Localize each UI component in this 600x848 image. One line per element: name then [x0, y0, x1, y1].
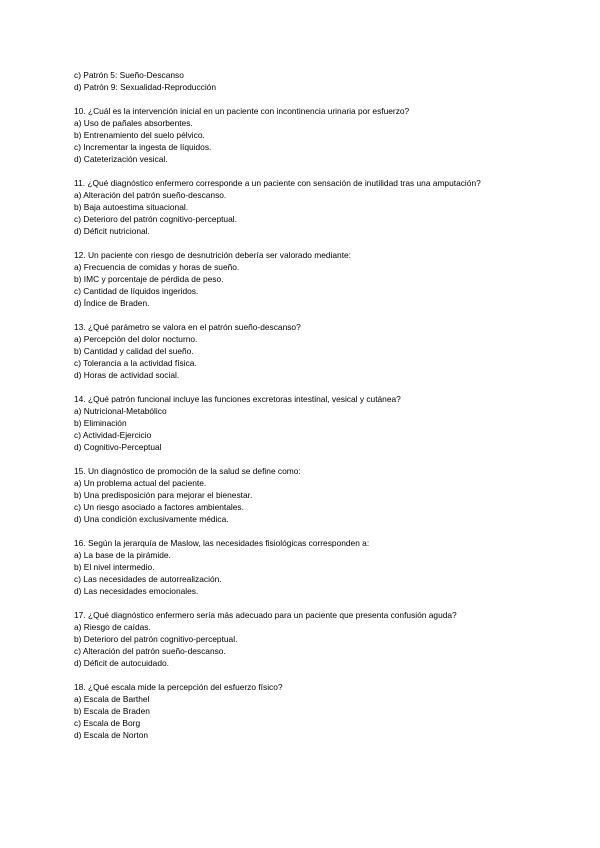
answer-option: d) Escala de Norton [74, 730, 149, 740]
question-text: 18. ¿Qué escala mide la percepción del esfuerzo físico? [74, 682, 283, 692]
answer-option: d) Cateterización vesical. [74, 154, 168, 164]
question-16 [74, 537, 574, 597]
answer-option: b) Entrenamiento del suelo pélvico. [74, 130, 205, 140]
answer-option: b) IMC y porcentaje de pérdida de peso. [74, 274, 224, 284]
answer-option: a) La base de la pirámide. [74, 550, 171, 560]
answer-option: c) Alteración del patrón sueño-descanso. [74, 646, 226, 656]
answer-option: c) Deterioro del patrón cognitivo-perceptual. [74, 214, 237, 224]
question-text: 17. ¿Qué diagnóstico enfermero sería más adecuado para un paciente que presenta confusión aguda? [74, 610, 457, 620]
question-18 [74, 681, 574, 741]
question-11 [74, 177, 574, 237]
answer-option: b) El nivel intermedio. [74, 562, 155, 572]
document-page [74, 69, 574, 753]
answer-option: c) Un riesgo asociado a factores ambientales. [74, 502, 244, 512]
answer-option: d) Déficit de autocuidado. [74, 658, 169, 668]
answer-option: c) Actividad-Ejercicio [74, 430, 152, 440]
answer-option: c) Escala de Borg [74, 718, 141, 728]
answer-option: b) Cantidad y calidad del sueño. [74, 346, 194, 356]
question-14 [74, 393, 574, 453]
answer-option: c) Tolerancia a la actividad física. [74, 358, 197, 368]
answer-option: a) Percepción del dolor nocturno. [74, 334, 198, 344]
previous-question-tail [74, 69, 574, 93]
answer-option: b) Eliminación [74, 418, 127, 428]
answer-option: a) Riesgo de caídas. [74, 622, 151, 632]
answer-option: d) Déficit nutricional. [74, 226, 150, 236]
answer-option: a) Frecuencia de comidas y horas de sueño. [74, 262, 240, 272]
question-text: 14. ¿Qué patrón funcional incluye las funciones excretoras intestinal, vesical y cutánea? [74, 394, 401, 404]
answer-option: d) Patrón 9: Sexualidad-Reproducción [74, 82, 216, 92]
answer-option: b) Baja autoestima situacional. [74, 202, 189, 212]
answer-option: c) Cantidad de líquidos ingeridos. [74, 286, 199, 296]
answer-option: a) Escala de Barthel [74, 694, 150, 704]
answer-option: c) Patrón 5: Sueño-Descanso [74, 70, 184, 80]
answer-option: c) Las necesidades de autorrealización. [74, 574, 222, 584]
answer-option: d) Cognitivo-Perceptual [74, 442, 162, 452]
question-13 [74, 321, 574, 381]
answer-option: a) Nutricional-Metabólico [74, 406, 167, 416]
answer-option: d) Horas de actividad social. [74, 370, 180, 380]
question-text: 10. ¿Cuál es la intervención inicial en un paciente con incontinencia urinaria por esfuerzo? [74, 106, 410, 116]
question-10 [74, 105, 574, 165]
question-text: 12. Un paciente con riesgo de desnutrición debería ser valorado mediante: [74, 250, 352, 260]
answer-option: b) Deterioro del patrón cognitivo-perceptual. [74, 634, 238, 644]
question-text: 11. ¿Qué diagnóstico enfermero corresponde a un paciente con sensación de inutilidad tras una amputación? [74, 178, 481, 188]
question-17 [74, 609, 574, 669]
answer-option: a) Uso de pañales absorbentes. [74, 118, 193, 128]
answer-option: b) Una predisposición para mejorar el bienestar. [74, 490, 253, 500]
answer-option: d) Índice de Braden. [74, 298, 150, 308]
answer-option: c) Incrementar la ingesta de líquidos. [74, 142, 212, 152]
question-12 [74, 249, 574, 309]
answer-option: d) Las necesidades emocionales. [74, 586, 199, 596]
question-text: 13. ¿Qué parámetro se valora en el patrón sueño-descanso? [74, 322, 301, 332]
question-15 [74, 465, 574, 525]
answer-option: b) Escala de Braden [74, 706, 150, 716]
answer-option: d) Una condición exclusivamente médica. [74, 514, 229, 524]
answer-option: a) Un problema actual del paciente. [74, 478, 207, 488]
answer-option: a) Alteración del patrón sueño-descanso. [74, 190, 227, 200]
question-text: 16. Según la jerarquía de Maslow, las necesidades fisiológicas corresponden a: [74, 538, 370, 548]
question-text: 15. Un diagnóstico de promoción de la salud se define como: [74, 466, 301, 476]
